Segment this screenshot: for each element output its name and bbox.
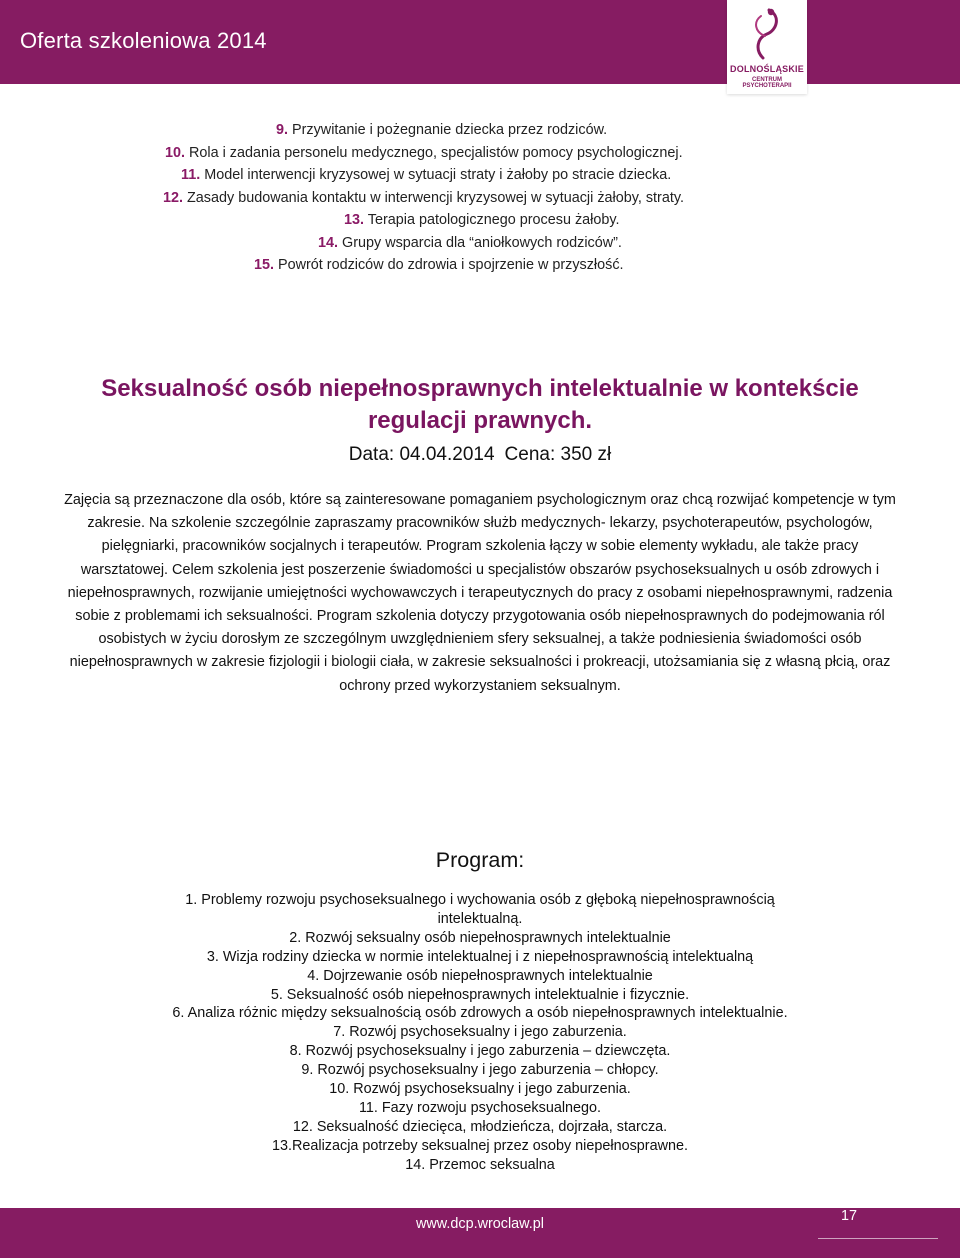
program-item: 3. Wizja rodziny dziecka w normie intelektualnej i z niepełnosprawnością intelektualną: [206, 948, 754, 965]
item-text: Powrót rodziców do zdrowia i spojrzenie w przyszłość.: [274, 257, 624, 273]
item-number: 14.: [318, 234, 339, 251]
item-text: Grupy wsparcia dla “aniołkowych rodziców”.: [338, 234, 622, 251]
list-item: [0, 164, 960, 187]
page-number: 17: [840, 1208, 857, 1224]
item-number: 12.: [163, 189, 184, 206]
program-item: 7. Rozwój psychoseksualny i jego zaburzenia.: [333, 1024, 627, 1041]
program-item: 13.Realizacja potrzeby seksualnej przez osoby niepełnosprawne.: [272, 1137, 688, 1154]
item-text: Przywitanie i pożegnanie dziecka przez rodziców.: [288, 122, 608, 138]
program-item: 2. Rozwój seksualny osób niepełnosprawnych intelektualnie: [289, 929, 671, 946]
program-item: 11. Fazy rozwoju psychoseksualnego.: [358, 1099, 602, 1116]
stylized-figure-logo-icon: [747, 6, 787, 62]
course-date: Data: 04.04.2014: [348, 444, 495, 465]
list-item: [0, 209, 960, 232]
item-text: Terapia patologicznego procesu żałoby.: [364, 212, 620, 228]
course-meta: [0, 442, 960, 468]
program-heading: Program:: [435, 848, 525, 872]
course-price: Cena: 350 zł: [504, 444, 612, 465]
item-number: 15.: [254, 257, 275, 273]
item-number: 9.: [276, 122, 289, 138]
list-item: [0, 254, 960, 277]
logo-subtitle: CENTRUM PSYCHOTERAPII: [742, 77, 792, 89]
item-number: 10.: [165, 144, 186, 161]
program-item: 14. Przemoc seksualna: [405, 1156, 555, 1173]
program-item: 10. Rozwój psychoseksualny i jego zaburzenia.: [329, 1081, 631, 1098]
logo: [727, 0, 807, 94]
logo-name: DOLNOŚLĄSKIE: [730, 64, 804, 74]
program-item: 5. Seksualność osób niepełnosprawnych intelektualnie i fizycznie.: [270, 986, 690, 1003]
program-item: 1. Problemy rozwoju psychoseksualnego i wychowania osób z głęboką niepełnosprawnością intelektualną.: [185, 892, 775, 927]
training-topics-list: [0, 119, 960, 277]
list-item: [0, 232, 960, 255]
item-number: 13.: [344, 212, 365, 228]
program-item: 4. Dojrzewanie osób niepełnosprawnych intelektualnie: [307, 967, 653, 984]
program-item: 9. Rozwój psychoseksualny i jego zaburzenia – chłopcy.: [301, 1062, 659, 1079]
item-text: Model interwencji kryzysowej w sytuacji straty i żałoby po stracie dziecka.: [200, 167, 672, 183]
list-item: [0, 119, 960, 142]
header-title: Oferta szkoleniowa 2014: [20, 28, 267, 53]
section-title: Seksualność osób niepełnosprawnych intelektualnie w kontekście regulacji prawnych.: [101, 375, 859, 434]
program-item: 6. Analiza różnic między seksualnością osób zdrowych a osób niepełnosprawnych intelektualnie.: [172, 1005, 788, 1022]
footer-url[interactable]: www.dcp.wroclaw.pl: [416, 1216, 544, 1232]
item-text: Rola i zadania personelu medycznego, specjalistów pomocy psychologicznej.: [185, 144, 683, 161]
item-text: Zasady budowania kontaktu w interwencji kryzysowej w sytuacji żałoby, straty.: [183, 189, 684, 206]
list-item: [0, 187, 960, 210]
page-number-divider: [818, 1238, 938, 1239]
program-item: 12. Seksualność dziecięca, młodzieńcza, dojrzała, starcza.: [292, 1118, 668, 1135]
header-bar: [0, 0, 960, 84]
list-item: [0, 142, 960, 165]
item-number: 11.: [181, 167, 201, 183]
program-list: [40, 891, 920, 1175]
course-description: Zajęcia są przeznaczone dla osób, które są zainteresowane pomaganiem psychologicznym oraz chcą rozwijać kompetencje w tym zakresie. Na szkolenie szczególnie zapraszamy pracowników służb medycznych- lekarzy, psychoterapeutów, psychologów, pielęgniarki, pracowników socjalnych i terapeutów. Program szkolenia łączy w sobie elementy wykładu, ale także pracy warsztatowej. Celem szkolenia jest poszerzenie świadomości u specjalistów obszarów psychoseksualnych u osób zdrowych i niepełnosprawnych, rozwijanie umiejętności wychowawczych i terapeutycznych do pracy z osobami niepełnosprawnymi, radzenia sobie z problemami ich seksualności. Program szkolenia dotyczy przygotowania osób niepełnosprawnych do podejmowania ról osobistych w życiu dorosłym ze szczególnym uwzględnieniem sfery seksualnej, a także podniesienia świadomości osób niepełnosprawnych w zakresie fizjologii i biologii ciała, w zakresie seksualności i prokreacji, utożsamiania się z własną płcią, oraz ochrony przed wykorzystaniem seksualnym.: [64, 492, 896, 694]
program-item: 8. Rozwój psychoseksualny i jego zaburzenia – dziewczęta.: [289, 1043, 671, 1060]
